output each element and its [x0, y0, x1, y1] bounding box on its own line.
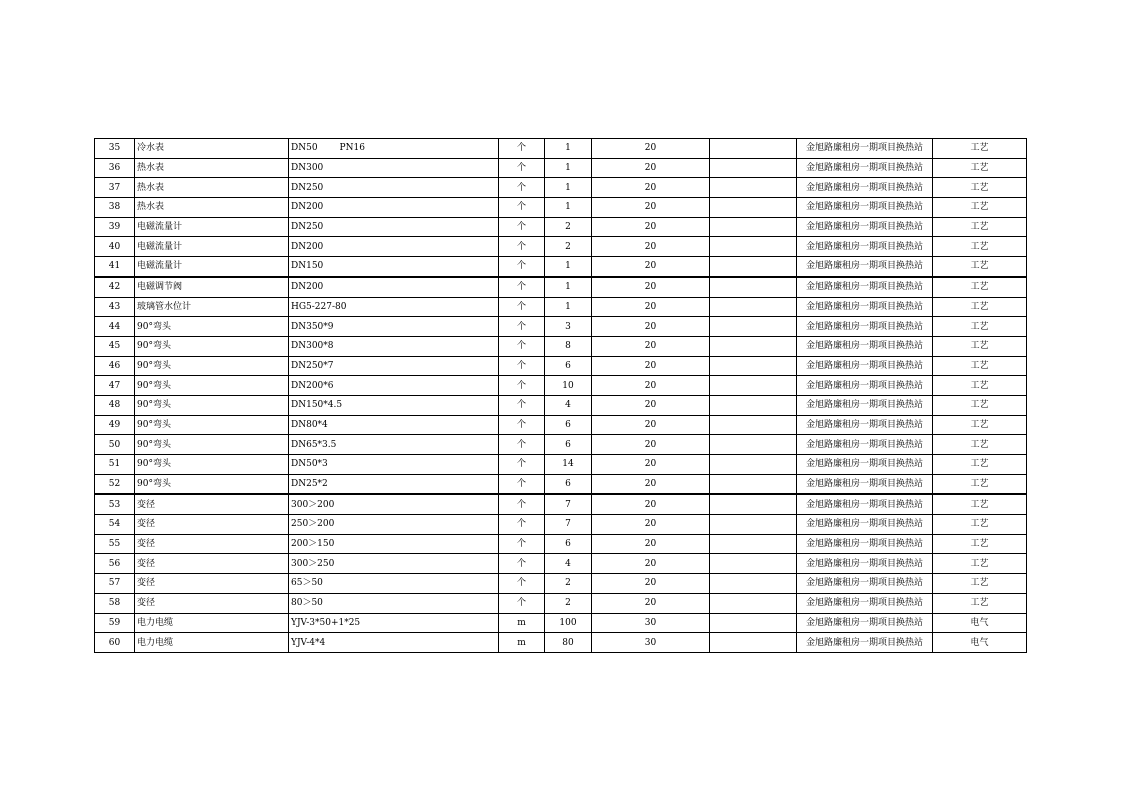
quantity-cell: 4 — [545, 395, 592, 415]
unit-cell: 个 — [499, 356, 545, 376]
specification-cell: DN200 — [289, 237, 499, 257]
table-row — [95, 158, 1027, 178]
quantity-cell: 1 — [545, 297, 592, 317]
unit-cell: 个 — [499, 455, 545, 475]
row-number-cell: 51 — [95, 455, 135, 475]
blank-cell — [710, 455, 797, 475]
item-name-cell: 变径 — [135, 534, 289, 554]
project-cell: 金旭路廉租房一期项目换热站 — [797, 494, 933, 514]
quantity-cell: 100 — [545, 613, 592, 633]
specification-cell: DN200 — [289, 277, 499, 297]
category-cell: 工艺 — [933, 435, 1027, 455]
blank-cell — [710, 633, 797, 653]
value-cell: 20 — [592, 554, 710, 574]
project-cell: 金旭路廉租房一期项目换热站 — [797, 474, 933, 494]
project-cell: 金旭路廉租房一期项目换热站 — [797, 534, 933, 554]
unit-cell: 个 — [499, 593, 545, 613]
value-cell: 20 — [592, 237, 710, 257]
item-name-cell: 电力电缆 — [135, 613, 289, 633]
specification-cell: DN300*8 — [289, 336, 499, 356]
item-name-cell: 90°弯头 — [135, 336, 289, 356]
table-row — [95, 593, 1027, 613]
specification-cell: DN250 — [289, 178, 499, 198]
category-cell: 工艺 — [933, 554, 1027, 574]
project-cell: 金旭路廉租房一期项目换热站 — [797, 415, 933, 435]
unit-cell: 个 — [499, 494, 545, 514]
unit-cell: 个 — [499, 534, 545, 554]
table-row — [95, 435, 1027, 455]
category-cell: 工艺 — [933, 237, 1027, 257]
blank-cell — [710, 257, 797, 277]
specification-text: DN50 — [291, 143, 318, 154]
project-cell: 金旭路廉租房一期项目换热站 — [797, 158, 933, 178]
unit-cell: 个 — [499, 297, 545, 317]
row-number-cell: 43 — [95, 297, 135, 317]
item-name-cell: 90°弯头 — [135, 435, 289, 455]
item-name-cell: 90°弯头 — [135, 356, 289, 376]
table-row — [95, 257, 1027, 277]
item-name-cell: 电磁流量计 — [135, 217, 289, 237]
category-cell: 工艺 — [933, 515, 1027, 535]
value-cell: 20 — [592, 356, 710, 376]
project-cell: 金旭路廉租房一期项目换热站 — [797, 336, 933, 356]
quantity-cell: 2 — [545, 217, 592, 237]
blank-cell — [710, 613, 797, 633]
specification-cell: 200＞150 — [289, 534, 499, 554]
project-cell: 金旭路廉租房一期项目换热站 — [797, 217, 933, 237]
value-cell: 20 — [592, 593, 710, 613]
category-cell: 电气 — [933, 633, 1027, 653]
table-row — [95, 198, 1027, 218]
value-cell: 20 — [592, 494, 710, 514]
specification-cell: DN200 — [289, 198, 499, 218]
project-cell: 金旭路廉租房一期项目换热站 — [797, 317, 933, 337]
quantity-cell: 6 — [545, 356, 592, 376]
specification-cell: DN25*2 — [289, 474, 499, 494]
row-number-cell: 41 — [95, 257, 135, 277]
row-number-cell: 49 — [95, 415, 135, 435]
item-name-cell: 变径 — [135, 593, 289, 613]
row-number-cell: 53 — [95, 494, 135, 514]
item-name-cell: 电磁流量计 — [135, 257, 289, 277]
project-cell: 金旭路廉租房一期项目换热站 — [797, 139, 933, 159]
category-cell: 工艺 — [933, 217, 1027, 237]
value-cell: 20 — [592, 277, 710, 297]
unit-cell: 个 — [499, 198, 545, 218]
specification-cell: DN200*6 — [289, 376, 499, 396]
specification-cell: DN250*7 — [289, 356, 499, 376]
specification-cell: DN350*9 — [289, 317, 499, 337]
value-cell: 20 — [592, 435, 710, 455]
quantity-cell: 1 — [545, 158, 592, 178]
quantity-cell: 1 — [545, 257, 592, 277]
value-cell: 20 — [592, 534, 710, 554]
row-number-cell: 35 — [95, 139, 135, 159]
row-number-cell: 56 — [95, 554, 135, 574]
item-name-cell: 变径 — [135, 574, 289, 594]
table-row — [95, 317, 1027, 337]
blank-cell — [710, 356, 797, 376]
table-row — [95, 474, 1027, 494]
project-cell: 金旭路廉租房一期项目换热站 — [797, 356, 933, 376]
table-row — [95, 178, 1027, 198]
unit-cell: 个 — [499, 139, 545, 159]
specification-cell: DN50*3 — [289, 455, 499, 475]
project-cell: 金旭路廉租房一期项目换热站 — [797, 515, 933, 535]
project-cell: 金旭路廉租房一期项目换热站 — [797, 613, 933, 633]
category-cell: 工艺 — [933, 158, 1027, 178]
unit-cell: 个 — [499, 317, 545, 337]
quantity-cell: 6 — [545, 435, 592, 455]
unit-cell: 个 — [499, 435, 545, 455]
quantity-cell: 7 — [545, 494, 592, 514]
blank-cell — [710, 534, 797, 554]
blank-cell — [710, 217, 797, 237]
project-cell: 金旭路廉租房一期项目换热站 — [797, 237, 933, 257]
quantity-cell: 3 — [545, 317, 592, 337]
table-row — [95, 415, 1027, 435]
value-cell: 20 — [592, 395, 710, 415]
specification-cell: YJV-3*50+1*25 — [289, 613, 499, 633]
project-cell: 金旭路廉租房一期项目换热站 — [797, 455, 933, 475]
table-row — [95, 297, 1027, 317]
value-cell: 20 — [592, 455, 710, 475]
item-name-cell: 90°弯头 — [135, 395, 289, 415]
specification-cell: HG5-227-80 — [289, 297, 499, 317]
value-cell: 20 — [592, 515, 710, 535]
blank-cell — [710, 376, 797, 396]
row-number-cell: 50 — [95, 435, 135, 455]
item-name-cell: 冷水表 — [135, 139, 289, 159]
quantity-cell: 7 — [545, 515, 592, 535]
row-number-cell: 46 — [95, 356, 135, 376]
blank-cell — [710, 554, 797, 574]
pressure-rating-text: PN16 — [339, 143, 365, 154]
unit-cell: 个 — [499, 237, 545, 257]
specification-cell: 300＞200 — [289, 494, 499, 514]
item-name-cell: 变径 — [135, 515, 289, 535]
specification-cell: DN65*3.5 — [289, 435, 499, 455]
row-number-cell: 60 — [95, 633, 135, 653]
item-name-cell: 玻璃管水位计 — [135, 297, 289, 317]
table-row — [95, 494, 1027, 514]
category-cell: 工艺 — [933, 139, 1027, 159]
category-cell: 工艺 — [933, 574, 1027, 594]
row-number-cell: 59 — [95, 613, 135, 633]
item-name-cell: 90°弯头 — [135, 415, 289, 435]
table-row — [95, 574, 1027, 594]
table-row — [95, 217, 1027, 237]
quantity-cell: 6 — [545, 474, 592, 494]
specification-cell: DN150 — [289, 257, 499, 277]
table-row — [95, 534, 1027, 554]
row-number-cell: 36 — [95, 158, 135, 178]
category-cell: 工艺 — [933, 415, 1027, 435]
project-cell: 金旭路廉租房一期项目换热站 — [797, 435, 933, 455]
row-number-cell: 55 — [95, 534, 135, 554]
row-number-cell: 44 — [95, 317, 135, 337]
blank-cell — [710, 158, 797, 178]
specification-cell: 80＞50 — [289, 593, 499, 613]
item-name-cell: 电磁流量计 — [135, 237, 289, 257]
item-name-cell: 电力电缆 — [135, 633, 289, 653]
specification-cell: DN300 — [289, 158, 499, 178]
row-number-cell: 58 — [95, 593, 135, 613]
table-row — [95, 395, 1027, 415]
quantity-cell: 6 — [545, 534, 592, 554]
unit-cell: 个 — [499, 554, 545, 574]
blank-cell — [710, 515, 797, 535]
category-cell: 工艺 — [933, 356, 1027, 376]
table-row — [95, 376, 1027, 396]
category-cell: 工艺 — [933, 317, 1027, 337]
item-name-cell: 变径 — [135, 554, 289, 574]
quantity-cell: 10 — [545, 376, 592, 396]
value-cell: 20 — [592, 415, 710, 435]
unit-cell: 个 — [499, 474, 545, 494]
specification-cell: DN250 — [289, 217, 499, 237]
blank-cell — [710, 415, 797, 435]
quantity-cell: 1 — [545, 277, 592, 297]
category-cell: 工艺 — [933, 455, 1027, 475]
category-cell: 工艺 — [933, 474, 1027, 494]
blank-cell — [710, 139, 797, 159]
table-row — [95, 277, 1027, 297]
value-cell: 20 — [592, 139, 710, 159]
project-cell: 金旭路廉租房一期项目换热站 — [797, 395, 933, 415]
blank-cell — [710, 297, 797, 317]
specification-cell: DN150*4.5 — [289, 395, 499, 415]
category-cell: 工艺 — [933, 336, 1027, 356]
unit-cell: 个 — [499, 415, 545, 435]
quantity-cell: 2 — [545, 574, 592, 594]
unit-cell: 个 — [499, 376, 545, 396]
category-cell: 工艺 — [933, 178, 1027, 198]
category-cell: 工艺 — [933, 198, 1027, 218]
category-cell: 工艺 — [933, 376, 1027, 396]
table-row — [95, 613, 1027, 633]
unit-cell: m — [499, 613, 545, 633]
unit-cell: 个 — [499, 515, 545, 535]
specification-cell: 65＞50 — [289, 574, 499, 594]
value-cell: 20 — [592, 317, 710, 337]
quantity-cell: 1 — [545, 198, 592, 218]
row-number-cell: 48 — [95, 395, 135, 415]
item-name-cell: 90°弯头 — [135, 317, 289, 337]
value-cell: 30 — [592, 633, 710, 653]
quantity-cell: 2 — [545, 593, 592, 613]
value-cell: 20 — [592, 217, 710, 237]
row-number-cell: 45 — [95, 336, 135, 356]
quantity-cell: 1 — [545, 178, 592, 198]
unit-cell: 个 — [499, 217, 545, 237]
unit-cell: 个 — [499, 574, 545, 594]
blank-cell — [710, 237, 797, 257]
project-cell: 金旭路廉租房一期项目换热站 — [797, 178, 933, 198]
unit-cell: 个 — [499, 277, 545, 297]
value-cell: 20 — [592, 257, 710, 277]
table-body — [95, 139, 1027, 653]
unit-cell: 个 — [499, 178, 545, 198]
quantity-cell: 2 — [545, 237, 592, 257]
item-name-cell: 90°弯头 — [135, 376, 289, 396]
project-cell: 金旭路廉租房一期项目换热站 — [797, 257, 933, 277]
project-cell: 金旭路廉租房一期项目换热站 — [797, 376, 933, 396]
item-name-cell: 热水表 — [135, 178, 289, 198]
table-row — [95, 515, 1027, 535]
unit-cell: 个 — [499, 158, 545, 178]
value-cell: 20 — [592, 198, 710, 218]
quantity-cell: 14 — [545, 455, 592, 475]
project-cell: 金旭路廉租房一期项目换热站 — [797, 593, 933, 613]
project-cell: 金旭路廉租房一期项目换热站 — [797, 633, 933, 653]
table-row — [95, 455, 1027, 475]
project-cell: 金旭路廉租房一期项目换热站 — [797, 198, 933, 218]
value-cell: 20 — [592, 474, 710, 494]
quantity-cell: 8 — [545, 336, 592, 356]
blank-cell — [710, 395, 797, 415]
specification-cell: 250＞200 — [289, 515, 499, 535]
quantity-cell: 4 — [545, 554, 592, 574]
value-cell: 20 — [592, 178, 710, 198]
table-row — [95, 356, 1027, 376]
row-number-cell: 57 — [95, 574, 135, 594]
quantity-cell: 6 — [545, 415, 592, 435]
project-cell: 金旭路廉租房一期项目换热站 — [797, 554, 933, 574]
category-cell: 工艺 — [933, 277, 1027, 297]
table-row — [95, 139, 1027, 159]
blank-cell — [710, 317, 797, 337]
blank-cell — [710, 593, 797, 613]
specification-cell: YJV-4*4 — [289, 633, 499, 653]
category-cell: 工艺 — [933, 297, 1027, 317]
value-cell: 20 — [592, 158, 710, 178]
project-cell: 金旭路廉租房一期项目换热站 — [797, 574, 933, 594]
project-cell: 金旭路廉租房一期项目换热站 — [797, 277, 933, 297]
category-cell: 电气 — [933, 613, 1027, 633]
specification-cell: 300＞250 — [289, 554, 499, 574]
blank-cell — [710, 494, 797, 514]
row-number-cell: 42 — [95, 277, 135, 297]
category-cell: 工艺 — [933, 593, 1027, 613]
unit-cell: 个 — [499, 336, 545, 356]
blank-cell — [710, 435, 797, 455]
category-cell: 工艺 — [933, 494, 1027, 514]
value-cell: 20 — [592, 297, 710, 317]
quantity-cell: 1 — [545, 139, 592, 159]
category-cell: 工艺 — [933, 257, 1027, 277]
project-cell: 金旭路廉租房一期项目换热站 — [797, 297, 933, 317]
row-number-cell: 38 — [95, 198, 135, 218]
item-name-cell: 变径 — [135, 494, 289, 514]
value-cell: 30 — [592, 613, 710, 633]
table-row — [95, 554, 1027, 574]
blank-cell — [710, 336, 797, 356]
row-number-cell: 54 — [95, 515, 135, 535]
blank-cell — [710, 574, 797, 594]
item-name-cell: 热水表 — [135, 198, 289, 218]
item-name-cell: 电磁调节阀 — [135, 277, 289, 297]
row-number-cell: 47 — [95, 376, 135, 396]
row-number-cell: 39 — [95, 217, 135, 237]
item-name-cell: 热水表 — [135, 158, 289, 178]
row-number-cell: 37 — [95, 178, 135, 198]
quantity-cell: 80 — [545, 633, 592, 653]
blank-cell — [710, 277, 797, 297]
unit-cell: 个 — [499, 257, 545, 277]
item-name-cell: 90°弯头 — [135, 474, 289, 494]
table-row — [95, 237, 1027, 257]
blank-cell — [710, 178, 797, 198]
value-cell: 20 — [592, 376, 710, 396]
value-cell: 20 — [592, 336, 710, 356]
blank-cell — [710, 474, 797, 494]
value-cell: 20 — [592, 574, 710, 594]
row-number-cell: 52 — [95, 474, 135, 494]
unit-cell: 个 — [499, 395, 545, 415]
category-cell: 工艺 — [933, 395, 1027, 415]
category-cell: 工艺 — [933, 534, 1027, 554]
row-number-cell: 40 — [95, 237, 135, 257]
specification-cell: DN80*4 — [289, 415, 499, 435]
blank-cell — [710, 198, 797, 218]
unit-cell: m — [499, 633, 545, 653]
table-row — [95, 633, 1027, 653]
table-row — [95, 336, 1027, 356]
specification-cell — [289, 139, 499, 159]
materials-table — [94, 138, 1027, 653]
item-name-cell: 90°弯头 — [135, 455, 289, 475]
